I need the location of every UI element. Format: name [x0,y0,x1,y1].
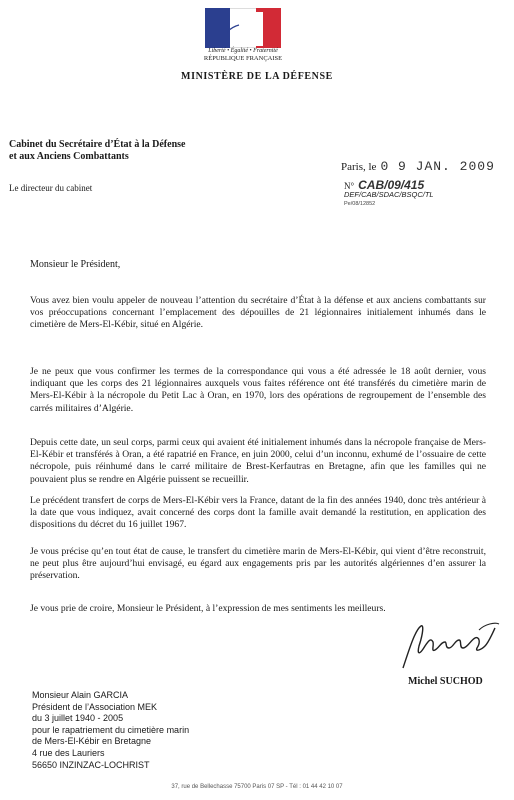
reference-code: DEF/CAB/SDAC/BSQC/TL [344,190,434,199]
reference-label: N° [344,181,355,191]
sender-cabinet [9,139,185,163]
date-stamp: 0 9 JAN. 2009 [380,159,495,174]
recipient-line: pour le rapatriement du cimetière marin [32,724,190,735]
cabinet-line-1: Cabinet du Secrétaire d’État à la Défense [9,139,186,150]
paragraph-4: Le précédent transfert de corps de Mers-El-Kébir vers la France, datant de la fin des années 1940, donc très antérieur à la date que vous indiquez, avait concerné des corps dont la famille avait demandé la restitution, en application des dispositions du décret du 16 juillet 1967. [30,495,486,531]
recipient-line: 4 rue des Lauriers [32,747,105,758]
footer-address: 37, rue de Bellechasse 75700 Paris 07 SP - Tél : 01 44 42 10 07 [171,784,343,790]
sender-director: Le directeur du cabinet [9,183,93,193]
recipient-address [32,690,189,771]
reference-small: Pe/08/12852 [344,201,376,207]
marianne-logo [205,8,281,48]
recipient-line: 56650 INZINZAC-LOCHRIST [32,759,150,770]
recipient-line: de Mers-El-Kébir en Bretagne [32,736,152,747]
paragraph-1: Vous avez bien voulu appeler de nouveau l’attention du secrétaire d’État à la défense et aux anciens combattants sur vos préoccupations concernant l’emplacement des dépouilles de 21 légionnaires initialement inhumés dans le cimetière de Mers-El-Kébir, situé en Algérie. [30,295,486,331]
cabinet-line-2: et aux Anciens Combattants [9,151,129,162]
recipient-line: Monsieur Alain GARCIA [32,690,129,700]
signer-name: Michel SUCHOD [408,676,483,687]
reference-number: CAB/09/415 [358,178,425,192]
closing-paragraph: Je vous prie de croire, Monsieur le Président, à l’expression de mes sentiments les meilleurs. [30,603,386,614]
handwritten-signature [395,620,505,675]
republic-name: RÉPUBLIQUE FRANÇAISE [203,55,283,62]
marianne-profile-icon [223,10,263,48]
paragraph-2: Je ne peux que vous confirmer les termes de la correspondance qui vous a été adressée le 18 août dernier, vous indiquant que les corps des 21 légionnaires auxquels vous faites référence ont été transférés du cimetière marin de Mers-El-Kébir à la nécropole du Petit Lac à Oran, en 1970, lors des opérations de regroupement de l’ensemble des carrés militaires d’Algérie. [30,366,486,414]
salutation: Monsieur le Président, [30,259,121,270]
recipient-line: du 3 juillet 1940 - 2005 [32,713,124,724]
place-label: Paris, le [341,161,377,173]
ministry-title: MINISTÈRE DE LA DÉFENSE [181,71,333,82]
paragraph-3: Depuis cette date, un seul corps, parmi ceux qui avaient été initialement inhumés dans la nécropole française de Mers-El-Kébir et transférés à Oran, a été rapatrié en France, en juin 2000, celui d’un inconnu, exhumé de l’ossuaire de cette nécropole, puis réinhumé dans le carré militaire de Brest-Kerfautras en Bretagne, afin que les familles qui ne pouvaient plus se rendre en Algérie puissent se recueillir. [30,437,486,485]
date-line [341,159,495,174]
recipient-line: Président de l’Association MEK [32,701,158,712]
paragraph-5: Je vous précise qu’en tout état de cause, le transfert du cimetière marin de Mers-El-Kébir, qui vient d’être reconstruit, ne peut plus être aujourd’hui envisagé, eu égard aux engagements pris par les autorités algériennes d’en assurer la préservation. [30,546,486,582]
republic-motto: Liberté • Égalité • Fraternité [208,48,278,54]
